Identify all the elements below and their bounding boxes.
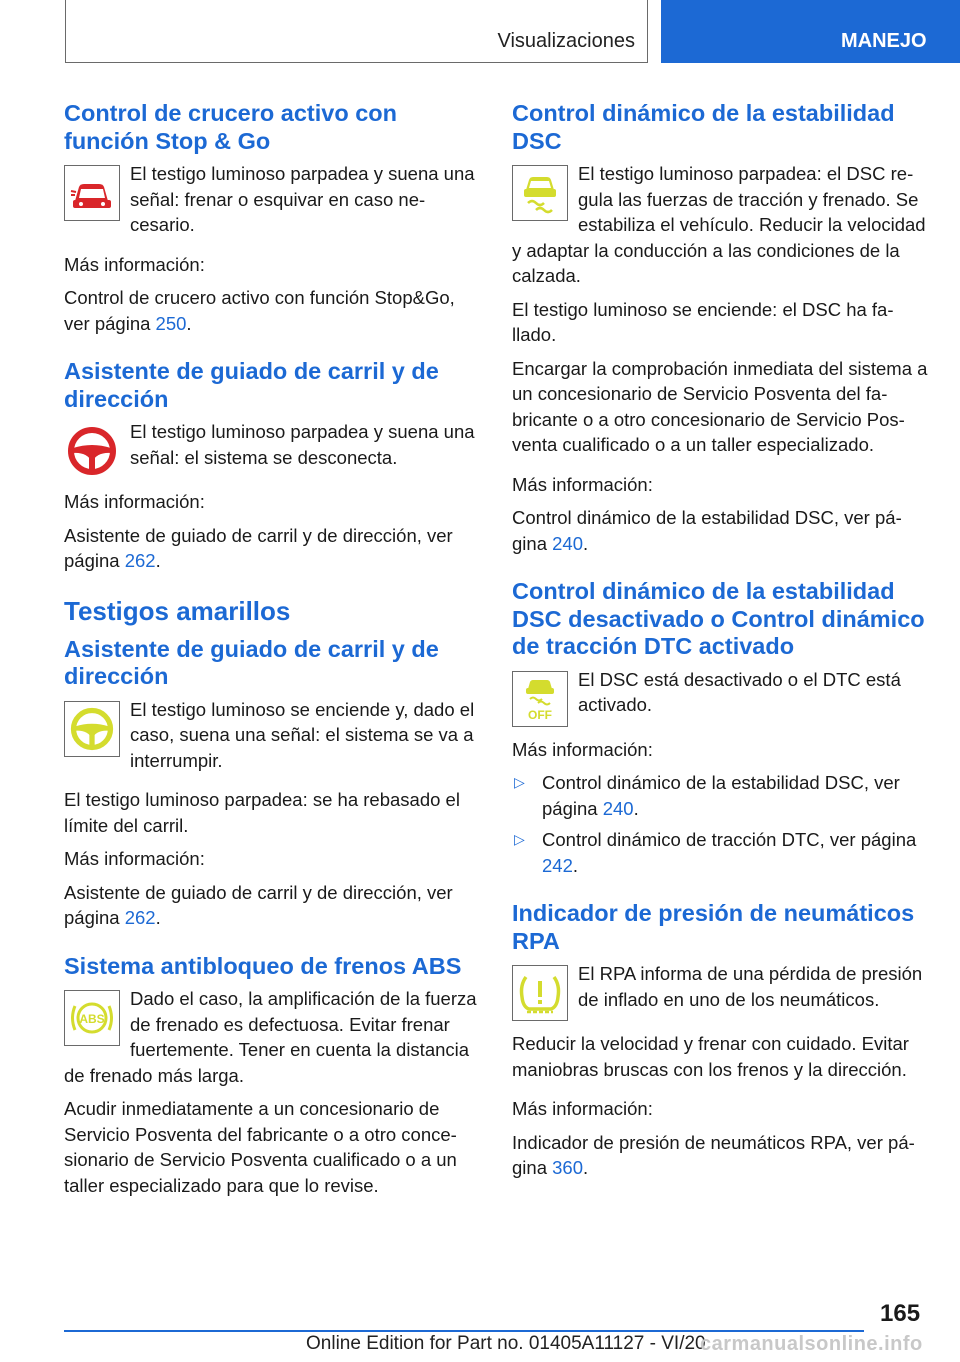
reference-paragraph: Indicador de presión de neumáticos RPA, ver página 360. (512, 1131, 915, 1178)
reference-paragraph: Control de crucero activo con función Stop&Go, ver página 250. (64, 287, 455, 334)
section-text: El RPA informa de una pérdida de presión de inflado en uno de los neumáticos. (578, 963, 923, 1010)
header-chapter-label: MANEJO (841, 30, 927, 52)
page-link[interactable]: 262 (124, 550, 156, 571)
section-text: El testigo luminoso parpadea y suena una señal: frenar o esquivar en caso necesario. (130, 163, 475, 235)
section-title: Indicador de presión de neumáticos RPA (512, 900, 915, 954)
dsc-off-icon (512, 671, 568, 727)
abs-icon (64, 990, 120, 1046)
page-link[interactable]: 360 (552, 1157, 583, 1178)
page-link[interactable]: 240 (602, 797, 634, 819)
page-link[interactable]: 262 (124, 907, 156, 928)
section-title: Control dinámico de la estabilidad DSC (512, 100, 895, 154)
heading-yellow-indicators: Testigos amarillos (64, 595, 291, 626)
page-number: 165 (880, 1300, 921, 1327)
section-text-3: Encargar la comprobación inmediata del sistema a un concesionario de Servicio Posventa del fabricante o a otro concesionario de Servicio Posventa cualificado o a un taller especializado. (512, 357, 928, 455)
bullet-triangle-icon: ▷ (514, 774, 525, 790)
section-text-2: El testigo luminoso se enciende: el DSC ha fallado. (512, 298, 894, 345)
section-text: El testigo luminoso parpadea: el DSC regula las fuerzas de tracción y frenado. Se estabiliza el vehículo. Reducir la velocidad y adaptar la conducción a las condiciones de la calzada. (512, 163, 926, 286)
more-info-label: Más información: (512, 1098, 653, 1119)
watermark: carmanualsonline.info (700, 1333, 923, 1355)
section-text-2: Reducir la velocidad y frenar con cuidado. Evitar maniobras bruscas con los frenos y la dirección. (512, 1033, 909, 1080)
reference-paragraph: Asistente de guiado de carril y de dirección, ver página 262. (64, 524, 453, 571)
section-acc-stop-go (64, 100, 482, 336)
reference-paragraph: Control dinámico de la estabilidad DSC, ver página 240. (512, 507, 902, 554)
page-link[interactable]: 250 (155, 312, 187, 334)
svg-text:ABS: ABS (79, 1012, 105, 1026)
car-collision-warning-icon (64, 165, 120, 221)
list-item: ▷ Control dinámico de la estabilidad DSC, ver página 240. (514, 772, 900, 819)
dsc-icon (512, 165, 568, 221)
reference-paragraph: Asistente de guiado de carril y de dirección, ver página 262. (64, 881, 453, 928)
steering-wheel-yellow-icon (64, 701, 120, 757)
section-dsc-off (512, 578, 930, 878)
section-lane-assist-red (64, 358, 482, 574)
section-title: Asistente de guiado de carril y de dirección (64, 635, 439, 689)
section-dsc (512, 100, 930, 556)
left-column (64, 100, 482, 1220)
page-link[interactable]: 240 (552, 532, 583, 554)
reference-list (512, 770, 930, 878)
header-section-title: Visualizaciones (497, 30, 635, 52)
section-lane-assist-yellow (64, 636, 482, 931)
svg-text:OFF: OFF (528, 707, 552, 722)
section-rpa (512, 900, 930, 1181)
header-chapter-tab[interactable] (661, 0, 960, 63)
bullet-triangle-icon: ▷ (514, 831, 525, 847)
steering-wheel-red-icon (64, 423, 120, 479)
right-column (512, 100, 930, 1203)
footer-divider (64, 1330, 864, 1332)
more-info-label: Más información: (64, 848, 205, 869)
section-text: El DSC está desactivado o el DTC está activado. (578, 668, 901, 715)
section-text: El testigo luminoso parpadea y suena una señal: el sistema se desconecta. (130, 421, 475, 468)
tire-pressure-icon (512, 965, 568, 1021)
section-text: El testigo luminoso se enciende y, dado el caso, suena una señal: el sistema se va a interrumpir. (130, 698, 475, 771)
more-info-label: Más información: (512, 473, 653, 495)
section-title: Sistema antibloqueo de frenos ABS (64, 952, 462, 979)
section-title: Control de crucero activo con función Stop & Go (64, 100, 397, 154)
section-title: Control dinámico de la estabilidad DSC desactivado o Control dinámico de tracción DTC activado (512, 578, 925, 659)
section-text-2: Acudir inmediatamente a un concesionario de Servicio Posventa del fabricante o a otro concesionario de Servicio Posventa cualificado o a un taller especializado para que lo revise. (64, 1098, 457, 1196)
section-text-2: El testigo luminoso parpadea: se ha rebasado el límite del carril. (64, 789, 460, 836)
list-item: ▷ Control dinámico de tracción DTC, ver página 242. (514, 829, 917, 876)
section-text: Dado el caso, la amplificación de la fuerza de frenado es defectuosa. Evitar frenar fuertemente. Tener en cuenta la distancia de frenado más larga. (64, 988, 477, 1086)
more-info-label: Más información: (512, 738, 653, 760)
more-info-label: Más información: (64, 491, 205, 512)
section-abs (64, 953, 482, 1199)
more-info-label: Más información: (64, 253, 205, 275)
page-link[interactable]: 242 (542, 854, 573, 876)
footer-edition: Online Edition for Part no. 01405A11127 - VI/20 (306, 1333, 706, 1354)
section-title: Asistente de guiado de carril y de dirección (64, 358, 439, 412)
